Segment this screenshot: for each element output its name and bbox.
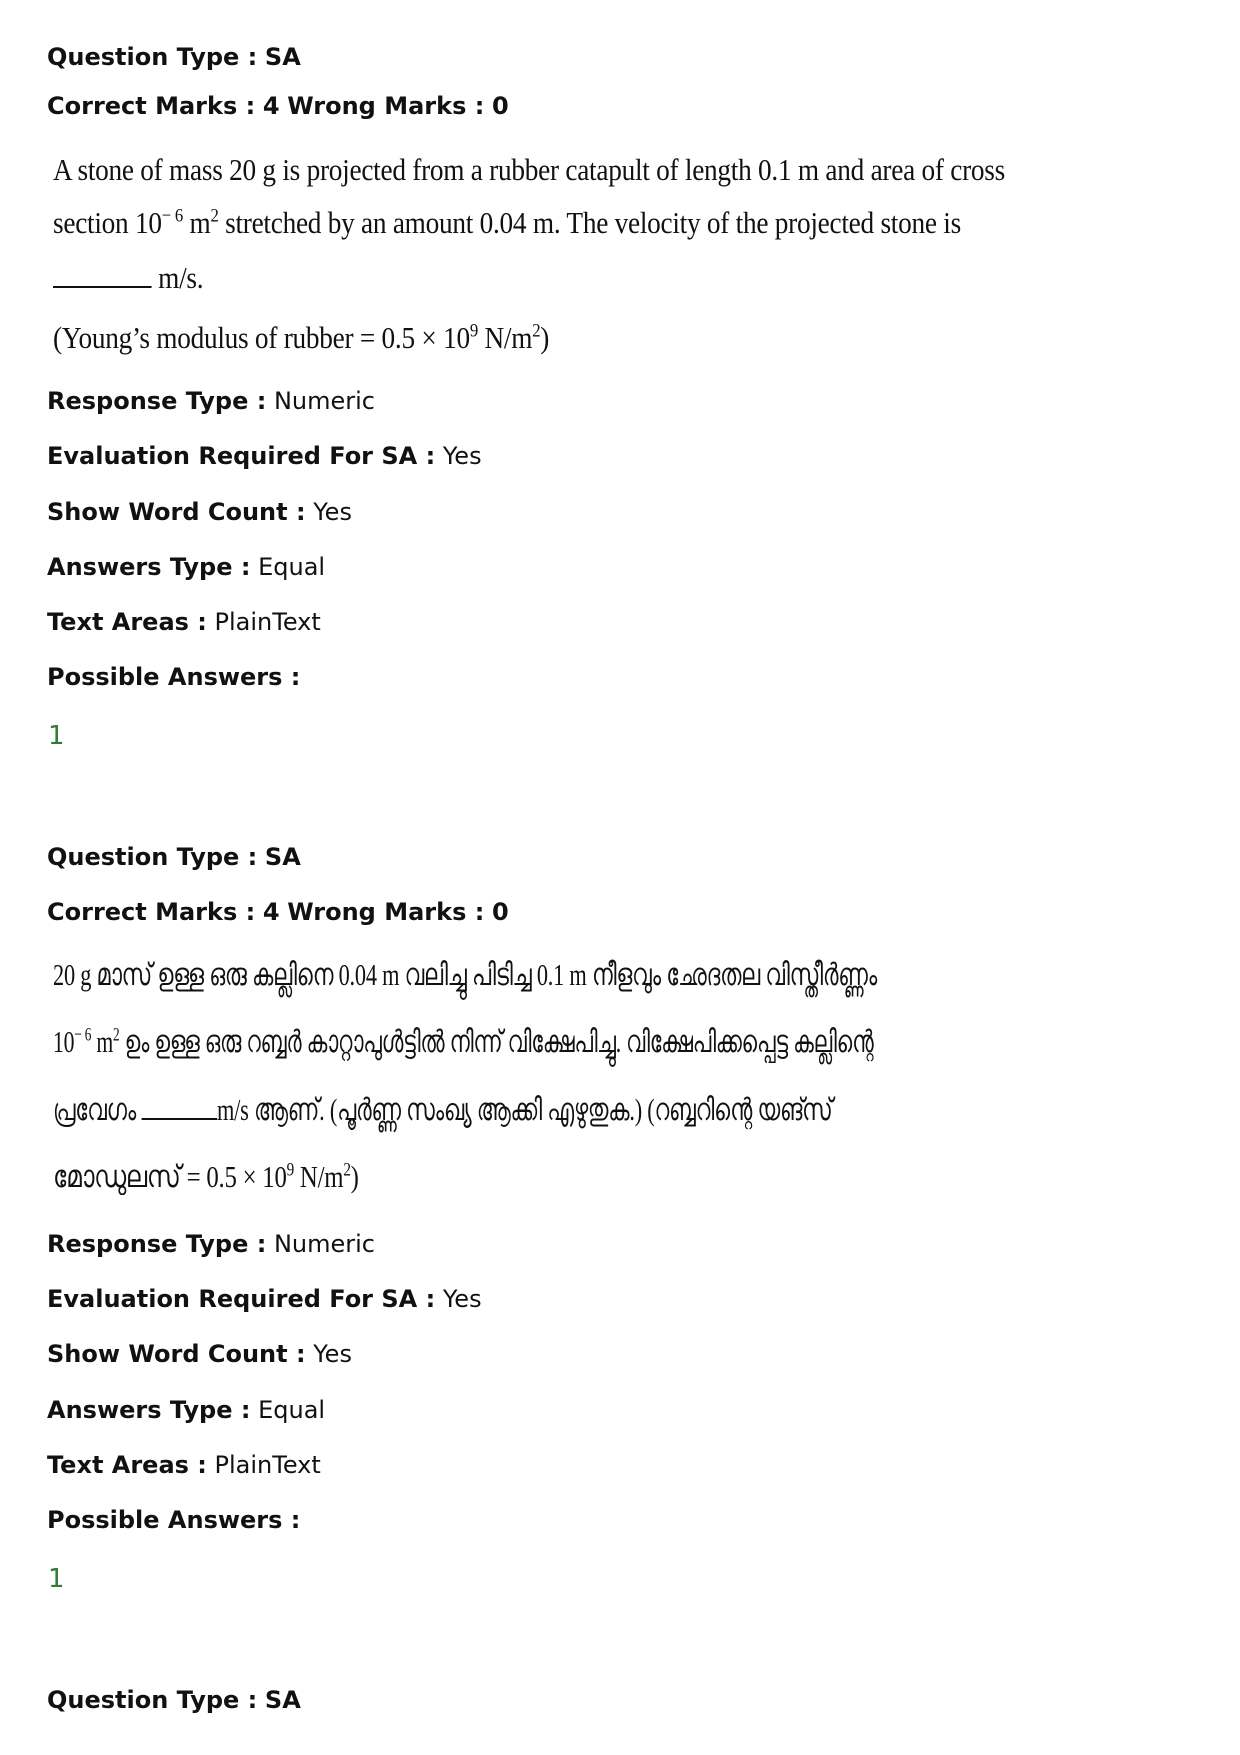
- answers-type-row: [47, 1395, 325, 1425]
- possible-answers-label: Possible Answers :: [47, 663, 301, 691]
- show-word-count-label: Show Word Count :: [47, 498, 306, 526]
- response-type-label: Response Type :: [47, 387, 267, 415]
- text-areas-value: PlainText: [214, 1451, 321, 1479]
- text-areas-label: Text Areas :: [47, 608, 207, 636]
- text-areas-value: PlainText: [214, 608, 321, 636]
- question-text-line: [53, 150, 1005, 190]
- show-word-count-value: Yes: [313, 498, 352, 526]
- text-areas-label: Text Areas :: [47, 1451, 207, 1479]
- answers-type-label: Answers Type :: [47, 553, 251, 581]
- show-word-count-row: [47, 1339, 352, 1369]
- response-type-row: [47, 1229, 375, 1259]
- question-type-label: Question Type :: [47, 843, 258, 871]
- correct-marks-value: 4: [262, 898, 280, 926]
- question-text-segment: m/s.: [151, 260, 204, 295]
- question-text-segment: 20 g മാസ് ഉള്ള ഒരു കല്ലിനെ 0.04 m വലിച്ചു പിടിച്ച 0.1 m നീളവും ഛേദതല വിസ്തീർണ്ണം: [53, 957, 878, 992]
- question-text-segment: ഉം ഉള്ള ഒരു റബ്ബർ കാറ്റാപുൾട്ടിൽ നിന്ന് വിക്ഷേപിച്ചു. വിക്ഷേപിക്കപ്പെട്ട കല്ലിന്റെ: [119, 1024, 874, 1059]
- marks-row: [47, 91, 509, 121]
- question-text-segment: മോഡുലസ് = 0.5 × 10: [53, 1159, 287, 1194]
- question-text-segment: stretched by an amount 0.04 m. The velocity of the projected stone is: [218, 205, 961, 240]
- exponent: 2: [343, 1159, 351, 1181]
- question-text-segment: m: [91, 1024, 114, 1059]
- question-type-row: [47, 1685, 301, 1715]
- text-areas-row: [47, 607, 321, 637]
- exponent: − 6: [74, 1024, 92, 1046]
- show-word-count-label: Show Word Count :: [47, 1340, 306, 1368]
- question-type-row: [47, 42, 301, 72]
- question-type-value: SA: [264, 1686, 301, 1714]
- question-text-line: [53, 1157, 359, 1197]
- question-text-line: [53, 955, 877, 995]
- show-word-count-value: Yes: [313, 1340, 352, 1368]
- possible-answers-row: [47, 662, 300, 692]
- question-text-segment: N/m: [293, 1159, 344, 1194]
- possible-answer-value: 1: [48, 1564, 65, 1594]
- question-text-segment: 10: [53, 1024, 75, 1059]
- question-text-segment: N/m: [477, 320, 533, 355]
- exponent: 2: [210, 205, 219, 227]
- response-type-value: Numeric: [273, 387, 375, 415]
- answers-type-label: Answers Type :: [47, 1396, 251, 1424]
- question-text-line: [53, 1022, 874, 1062]
- question-text-segment: section 10: [53, 205, 162, 240]
- evaluation-required-row: [47, 441, 482, 471]
- evaluation-required-value: Yes: [442, 1285, 482, 1313]
- exponent: 9: [286, 1159, 294, 1181]
- correct-marks-value: 4: [262, 92, 280, 120]
- question-text-line: [53, 1090, 833, 1130]
- exponent: 9: [469, 320, 478, 342]
- question-text-segment: ): [350, 1159, 359, 1194]
- answer-blank: [53, 262, 152, 288]
- exponent: 2: [532, 320, 541, 342]
- correct-marks-label: Correct Marks :: [47, 898, 256, 926]
- response-type-label: Response Type :: [47, 1230, 267, 1258]
- question-text-segment: m/s ആണ്. (പൂർണ്ണ സംഖ്യ ആക്കി എഴുതുക.) (റബ്ബറിന്റെ യങ്സ്: [217, 1092, 833, 1127]
- answers-type-row: [47, 552, 325, 582]
- wrong-marks-value: 0: [491, 898, 509, 926]
- wrong-marks-label: Wrong Marks :: [287, 92, 485, 120]
- question-type-label: Question Type :: [47, 1686, 258, 1714]
- possible-answers-label: Possible Answers :: [47, 1506, 301, 1534]
- question-text-segment: ): [540, 320, 550, 355]
- question-text-line: [53, 203, 961, 243]
- text-areas-row: [47, 1450, 321, 1480]
- question-type-value: SA: [264, 843, 301, 871]
- question-type-label: Question Type :: [47, 43, 258, 71]
- show-word-count-row: [47, 497, 352, 527]
- exponent: 2: [113, 1024, 120, 1046]
- question-text-segment: m: [182, 205, 211, 240]
- question-type-value: SA: [264, 43, 301, 71]
- possible-answers-row: [47, 1505, 300, 1535]
- exponent: − 6: [161, 205, 183, 227]
- evaluation-required-row: [47, 1284, 482, 1314]
- response-type-value: Numeric: [273, 1230, 375, 1258]
- evaluation-required-label: Evaluation Required For SA :: [47, 442, 436, 470]
- evaluation-required-label: Evaluation Required For SA :: [47, 1285, 436, 1313]
- response-type-row: [47, 386, 375, 416]
- answers-type-value: Equal: [258, 553, 326, 581]
- correct-marks-label: Correct Marks :: [47, 92, 256, 120]
- answers-type-value: Equal: [258, 1396, 326, 1424]
- question-text-segment: A stone of mass 20 g is projected from a rubber catapult of length 0.1 m and area of cross: [53, 152, 1005, 187]
- question-text-line: [53, 318, 549, 358]
- marks-row: [47, 897, 509, 927]
- evaluation-required-value: Yes: [442, 442, 482, 470]
- wrong-marks-value: 0: [491, 92, 509, 120]
- answer-blank: [141, 1094, 217, 1120]
- question-text-segment: (Young’s modulus of rubber = 0.5 × 10: [53, 320, 470, 355]
- question-text-line: [53, 258, 203, 298]
- question-type-row: [47, 842, 301, 872]
- wrong-marks-label: Wrong Marks :: [287, 898, 485, 926]
- possible-answer-value: 1: [48, 721, 65, 751]
- question-text-segment: പ്രവേഗം: [53, 1092, 142, 1127]
